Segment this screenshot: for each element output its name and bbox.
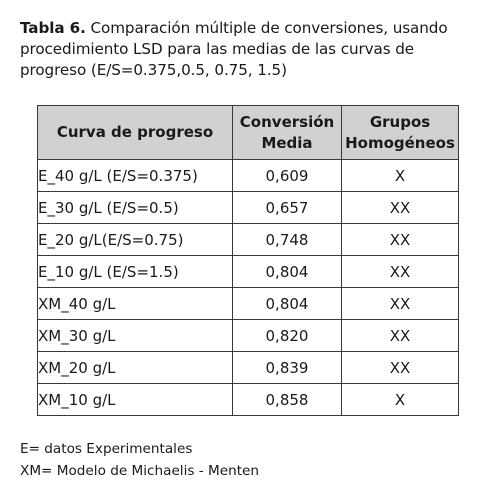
cell-conversion: 0,820 <box>233 320 342 352</box>
lsd-comparison-table <box>37 105 459 416</box>
cell-group: XX <box>342 288 459 320</box>
table-row <box>38 320 459 352</box>
table-row <box>38 352 459 384</box>
cell-group: XX <box>342 352 459 384</box>
table-row <box>38 160 459 192</box>
cell-curve: E_20 g/L(E/S=0.75) <box>38 224 233 256</box>
cell-conversion: 0,858 <box>233 384 342 416</box>
table-header-row <box>38 106 459 160</box>
cell-conversion: 0,657 <box>233 192 342 224</box>
cell-conversion: 0,804 <box>233 256 342 288</box>
cell-curve: XM_40 g/L <box>38 288 233 320</box>
cell-curve: E_30 g/L (E/S=0.5) <box>38 192 233 224</box>
cell-conversion: 0,804 <box>233 288 342 320</box>
cell-conversion: 0,748 <box>233 224 342 256</box>
header-curve: Curva de progreso <box>38 106 233 160</box>
cell-curve: XM_30 g/L <box>38 320 233 352</box>
cell-curve: XM_20 g/L <box>38 352 233 384</box>
cell-curve: E_40 g/L (E/S=0.375) <box>38 160 233 192</box>
cell-curve: E_10 g/L (E/S=1.5) <box>38 256 233 288</box>
table-caption-text: Comparación múltiple de conversiones, usando procedimiento LSD para las medias de las curvas de progreso (E/S=0.375,0.5, 0.75, 1.5) <box>20 19 448 79</box>
table-row <box>38 256 459 288</box>
cell-group: X <box>342 160 459 192</box>
table-row <box>38 384 459 416</box>
table-caption-label: Tabla 6. <box>20 19 86 37</box>
cell-conversion: 0,839 <box>233 352 342 384</box>
table-row <box>38 288 459 320</box>
table-row <box>38 224 459 256</box>
footnote-model: XM= Modelo de Michaelis - Menten <box>20 463 260 479</box>
cell-group: XX <box>342 192 459 224</box>
cell-group: XX <box>342 224 459 256</box>
cell-group: X <box>342 384 459 416</box>
cell-group: XX <box>342 256 459 288</box>
footnote-experimental: E= datos Experimentales <box>20 441 193 457</box>
table-footnotes <box>20 438 259 482</box>
cell-group: XX <box>342 320 459 352</box>
cell-curve: XM_10 g/L <box>38 384 233 416</box>
header-conversion: Conversión Media <box>233 106 342 160</box>
header-groups: Grupos Homogéneos <box>342 106 459 160</box>
cell-conversion: 0,609 <box>233 160 342 192</box>
table-caption <box>20 18 482 81</box>
table-row <box>38 192 459 224</box>
